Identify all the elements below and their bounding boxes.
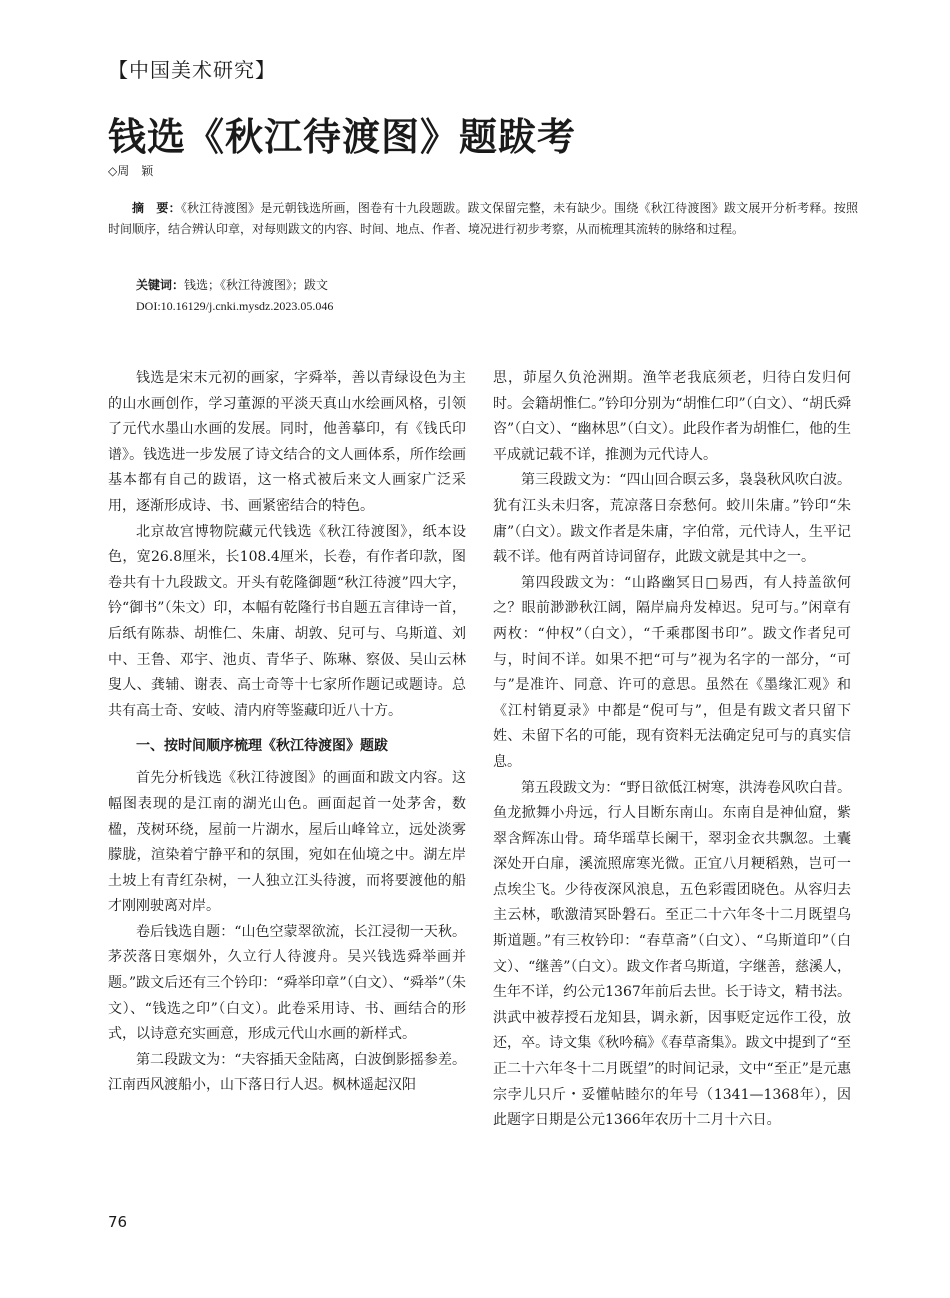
paragraph: 第三段跋文为：“四山回合暝云多，袅袅秋风吹白波。犹有江头未归客，荒凉落日奈愁何。蛟川朱庸。”钤印“朱庸”（白文）。跋文作者是朱庸，字伯常，元代诗人，生平记载不详。他有两首诗词留存，此跋文就是其中之一。 [493, 472, 851, 566]
paragraph: 第五段跋文为：“野日欲低江树寒，洪涛卷风吹白昔。鱼龙掀舞小舟远，行人目断东南山。东南自是神仙窟，紫翠含辉冻山骨。琦华瑶草长阑干，翠羽金衣共飘忽。土囊深处开白扉，溪流照席寒光微。正宜八月粳稻熟，岂可一点埃尘飞。少待夜深风浪息，五色彩霞团晓色。从容归去主云林，歌激清冥卧磐石。至正二十六年冬十二月既望乌斯道题。”有三枚钤印：“春草斋”（白文）、“乌斯道印”（白文）、“继善”（白文）。跋文作者乌斯道，字继善，慈溪人，生年不详，约公元1367年前后去世。长于诗文，精书法。洪武中被荐授石龙知县，调永新，因事贬定远作工役，放还，卒。诗文集《秋吟稿》《春草斋集》。跋文中提到了“至正二十六年冬十二月既望”的时间记录，文中“至正”是元惠宗孛儿只斤・妥懽帖睦尔的年号（1341—1368年），因此题字日期是公元1366年农历十二月十六日。 [493, 779, 851, 1129]
paragraph: 首先分析钱选《秋江待渡图》的画面和跋文内容。这幅图表现的是江南的湖光山色。画面起首一处茅舍，数楹，茂树环绕，屋前一片湖水，屋后山峰耸立，远处淡雾朦胧，渲染着宁静平和的氛围，宛如在仙境之中。湖左岸土坡上有青红杂树，一人独立江头待渡，而将要渡他的船才刚刚驶离对岸。 [108, 770, 466, 915]
keywords-label: 关键词： [136, 278, 185, 292]
page-number: 76 [108, 1213, 128, 1231]
author: ◇周 颖 [108, 164, 154, 178]
keywords-text: 钱选；《秋江待渡图》；跋文 [184, 278, 329, 292]
keywords [136, 276, 328, 293]
abstract-text: 《秋江待渡图》是元朝钱选所画，图卷有十九段题跋。跋文保留完整，未有缺少。围绕《秋江待渡图》跋文展开分析考释。按照时间顺序，结合辨认印章，对每则跋文的内容、时间、地点、作者、境况进行初步考察，从而梳理其流转的脉络和过程。 [108, 201, 858, 236]
section-tag: 【中国美术研究】 [108, 58, 276, 82]
doi: DOI:10.16129/j.cnki.mysdz.2023.05.046 [136, 299, 334, 313]
section-heading: 一、按时间顺序梳理《秋江待渡图》题跋 [136, 738, 388, 755]
abstract [108, 198, 858, 240]
paragraph: 钱选是宋末元初的画家，字舜举，善以青绿设色为主的山水画创作，学习董源的平淡天真山水绘画风格，引领了元代水墨山水画的发展。同时，他善摹印，有《钱氏印谱》。钱选进一步发展了诗文结合的文人画体系，所作绘画基本都有自己的跋语，这一格式被后来文人画家广泛采用，逐渐形成诗、书、画紧密结合的特色。 [108, 370, 466, 514]
body-column-left [108, 366, 466, 1099]
paragraph: 北京故宫博物院藏元代钱选《秋江待渡图》，纸本设色，宽26.8厘米，长108.4厘米，长卷，有作者印款，图卷共有十九段跋文。开头有乾隆御题“秋江待渡”四大字，钤“御书”（朱文）印，本幅有乾隆行书自题五言律诗一首，后纸有陈恭、胡惟仁、朱庸、胡敦、兒可与、乌斯道、刘中、王鲁、邓宇、池贞、青华子、陈琳、察伋、吴山云林叟人、龚辅、谢表、高士奇等十七家所作题记或题诗。总共有高士奇、安岐、清内府等鉴藏印近八十方。 [108, 523, 466, 719]
paragraph: 卷后钱选自题：“山色空蒙翠欲流，长江浸彻一天秋。茅茨落日寒烟外，久立行人待渡舟。吴兴钱选舜举画并题。”跋文后还有三个钤印：“舜举印章”（白文）、“舜举”（朱文）、“钱选之印”（白文）。此卷采用诗、书、画结合的形式，以诗意充实画意，形成元代山水画的新样式。 [108, 923, 466, 1043]
abstract-label: 摘 要： [132, 201, 181, 215]
article-title: 钱选《秋江待渡图》题跋考 [108, 115, 577, 159]
paragraph: 第二段跋文为：“夫容插天金陆离，白波倒影摇参差。江南西风渡船小，山下落日行人迟。枫林遥起汉阳 [108, 1051, 466, 1094]
paragraph: 第四段跋文为：“山路幽冥日□易西，有人持盖欲何之？眼前渺渺秋江阔，隔岸扁舟发棹迟。兒可与。”闲章有两枚：“仲权”（白文），“千乘郡图书印”。跋文作者兒可与，时间不详。如果不把“可与”视为名字的一部分，“可与”是准许、同意、许可的意思。虽然在《墨缘汇观》和《江村销夏录》中都是“倪可与”，但是有跋文者只留下姓、未留下名的可能，现有资料无法确定兒可与的真实信息。 [493, 574, 851, 770]
paragraph: 思，茆屋久负沧洲期。渔竿老我底须老，归待白发归何时。会籍胡惟仁。”钤印分别为“胡惟仁印”（白文）、“胡氏舜咨”（白文）、“幽林思”（白文）。此段作者为胡惟仁，他的生平成就记载不详，推测为元代诗人。 [493, 370, 851, 463]
body-column-right [493, 366, 851, 1134]
